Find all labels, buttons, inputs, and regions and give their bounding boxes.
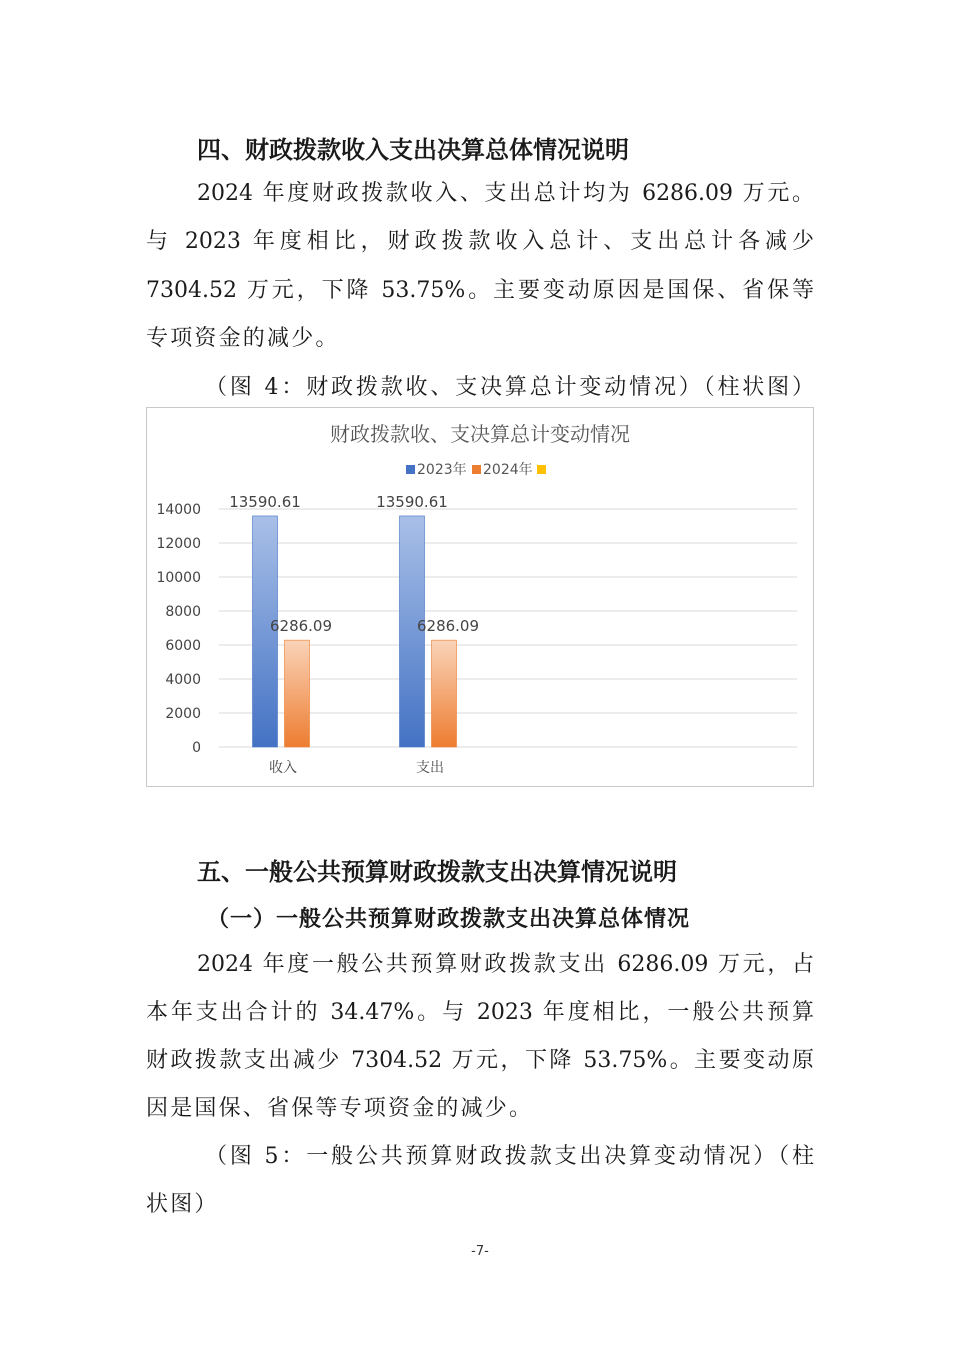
- page-number: -7-: [471, 1244, 489, 1259]
- figure4-caption: （图 4：财政拨款收、支决算总计变动情况）（柱状图）: [205, 375, 814, 400]
- section4-line-3: 7304.52 万元，下降 53.75%。主要变动原因是国保、省保等: [146, 278, 814, 303]
- y-tick-label-4: 8000: [165, 604, 201, 620]
- y-tick-label-5: 10000: [156, 570, 201, 586]
- x-category-label-1: 支出: [416, 760, 444, 776]
- y-tick-label-6: 12000: [156, 536, 201, 552]
- figure5-caption-line-2: 状图）: [146, 1192, 219, 1217]
- section5-line-2: 本年支出合计的 34.47%。与 2023 年度相比，一般公共预算: [146, 1000, 814, 1025]
- legend-swatch-extra: [537, 465, 546, 474]
- y-tick-label-0: 0: [192, 740, 201, 756]
- chart-canvas: [147, 408, 813, 786]
- y-tick-label-3: 6000: [165, 638, 201, 654]
- section5-line-1: 2024 年度一般公共预算财政拨款支出 6286.09 万元，占: [197, 952, 814, 977]
- data-label-1-1: 6286.09: [416, 617, 480, 636]
- section4-heading: 四、财政拨款收入支出决算总体情况说明: [197, 136, 629, 164]
- figure5-caption-line-1: （图 5：一般公共预算财政拨款支出决算变动情况）（柱: [205, 1144, 814, 1169]
- legend-label-1: 2024年: [483, 462, 533, 478]
- figure4-chart: [146, 407, 814, 787]
- section4-line-4: 专项资金的减少。: [146, 326, 340, 351]
- legend-swatch-1: [472, 465, 481, 474]
- y-tick-label-1: 2000: [165, 706, 201, 722]
- data-label-0-0: 13590.61: [229, 492, 301, 511]
- y-tick-label-7: 14000: [156, 502, 201, 518]
- section4-line-1: 2024 年度财政拨款收入、支出总计均为 6286.09 万元。: [197, 181, 814, 206]
- x-category-label-0: 收入: [269, 760, 297, 776]
- section5-heading: 五、一般公共预算财政拨款支出决算情况说明: [197, 858, 677, 886]
- data-label-0-1: 13590.61: [376, 492, 448, 511]
- section4-line-2: 与 2023 年度相比，财政拨款收入总计、支出总计各减少: [146, 229, 814, 254]
- section5-line-3: 财政拨款支出减少 7304.52 万元，下降 53.75%。主要变动原: [146, 1048, 814, 1073]
- legend-swatch-0: [406, 465, 415, 474]
- chart-title: 财政拨款收、支决算总计变动情况: [330, 422, 630, 446]
- data-label-1-0: 6286.09: [269, 617, 333, 636]
- bar-2024年-支出: [432, 640, 457, 747]
- y-tick-label-2: 4000: [165, 672, 201, 688]
- bar-2024年-收入: [285, 640, 310, 747]
- section5-subheading: （一）一般公共预算财政拨款支出决算总体情况: [207, 906, 691, 932]
- section5-line-4: 因是国保、省保等专项资金的减少。: [146, 1096, 534, 1121]
- legend-label-0: 2023年: [417, 462, 467, 478]
